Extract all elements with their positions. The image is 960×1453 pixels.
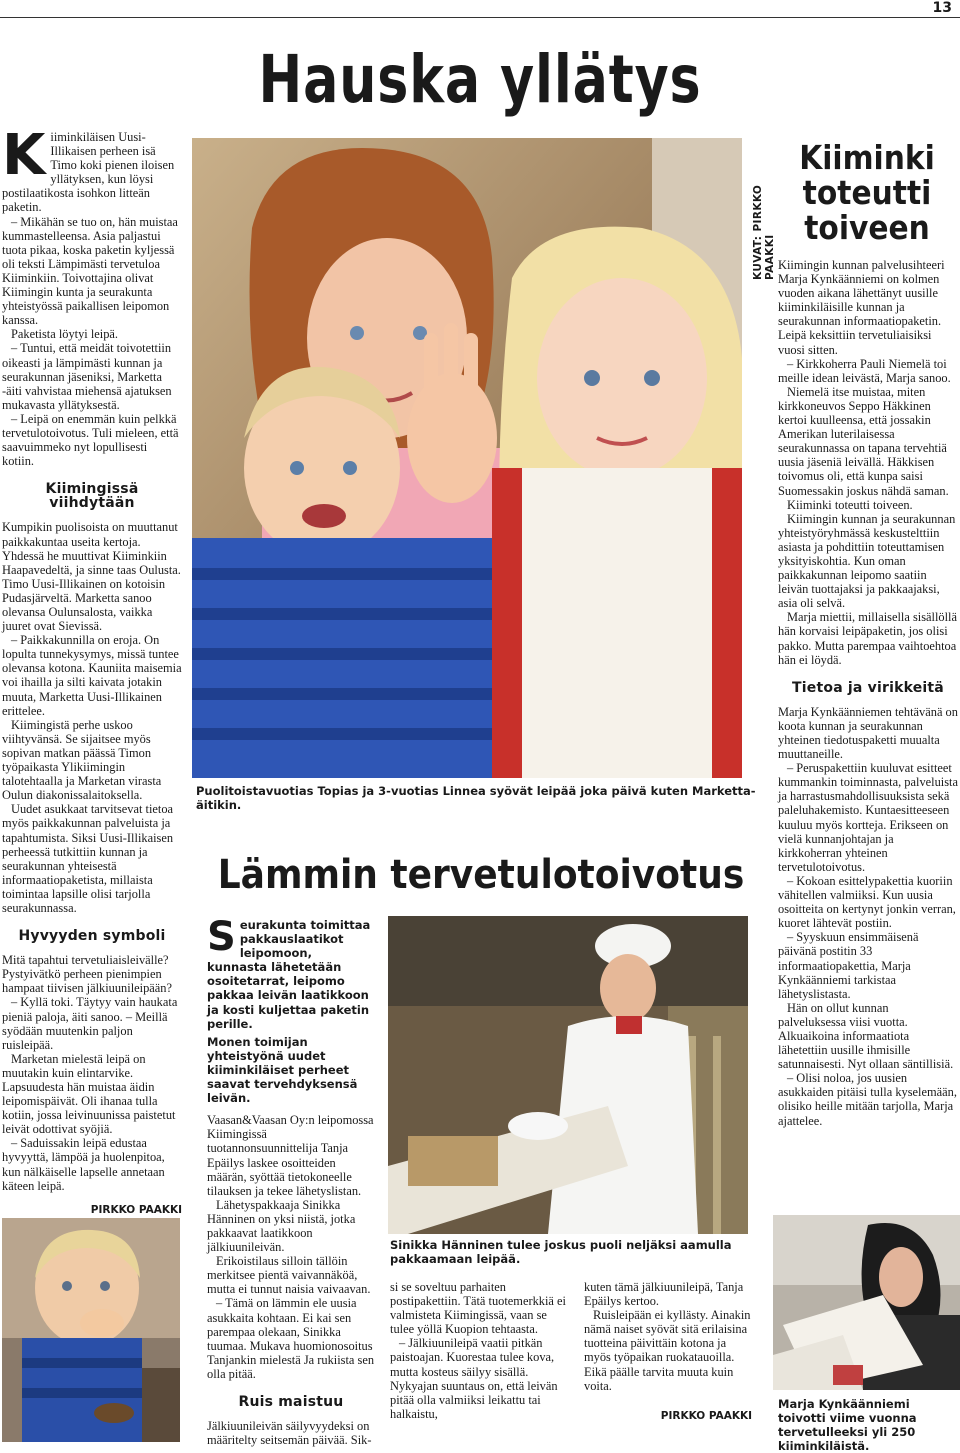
photo-credit: KUVAT: PIRKKO PAAKKI xyxy=(752,184,776,280)
headline: Hauska yllätys xyxy=(258,41,702,118)
right-column xyxy=(778,258,958,1128)
paragraph: – Jälkiuunileipä vaatii pitkän paistoajan. Kuorestaa tulee kova, mutta kosteus säilyy sisällä. Nykyajan suuntaus on, että leivän pitää olla valmiiksi leikattu tai halkaistu, xyxy=(390,1336,558,1421)
intro-text: iiminkiläisen Uusi-Illikaisen perheen isä Timo koki pienen iloisen yllätyksen, kun löysi postilaatikosta isohkon litteän paketin. xyxy=(2,130,175,215)
lower-column-1 xyxy=(207,914,375,1448)
paragraph: – Paikkakunnilla on eroja. On lopulta tunnekysymys, missä tuntee olevansa kotona. Kauniita maisemia voi ihailla ja silti kaivata jotakin muuta, Marketta Uusi-Illikainen erittelee. xyxy=(2,633,182,718)
paragraph: Niemelä itse muistaa, miten kirkkoneuvos Seppo Häkkinen kertoi kuulleensa, että jossakin Amerikan luterilaisessa seurakunnassa on tapana tervehtiä uusia jäseniä leivällä. Häkkisen toivomus oli, että kunpa saisi Suomessakin joskus nähdä saman. xyxy=(778,384,949,498)
drop-cap: S xyxy=(207,914,236,960)
header-rule xyxy=(0,17,960,18)
paragraph: Lähetyspakkaaja Sinikka Hänninen on yksi niistä, jotka pakkaavat laatikkoon jälkiuunileivän. xyxy=(207,1197,356,1255)
lower-column-3 xyxy=(584,1280,752,1423)
byline: PIRKKO PAAKKI xyxy=(660,1409,752,1422)
paragraph: Ruisleipään ei kyllästy. Ainakin nämä naiset syövät sitä erilaisina tuotteina päivittäin kotona ja myös työpaikan ruokatauoilla. Eikä päälle tarvita muuta kuin voita. xyxy=(584,1308,751,1393)
toddler-photo xyxy=(2,1218,180,1442)
subheading: Ruis maistuu xyxy=(238,1394,344,1410)
paragraph: – Kirkkoherra Pauli Niemelä toi meille idean leivästä, Marja sanoo. xyxy=(778,356,951,385)
paragraph: – Mikähän se tuo on, hän muistaa kummastelleensa. Asia paljastui tuota pikaa, koska paketin kyljessä oli teksti Lämpimästi tervetuloa Kiiminkiin. Toivottajina olivat Kiimingin kunta ja seurakunta yhteistyössä paikallisen leipomon kanssa. xyxy=(2,214,178,328)
marja-photo-caption: Marja Kynkäänniemi toivotti viime vuonna tervetulleeksi yli 250 kiiminkiläistä. xyxy=(778,1397,917,1453)
page-number: 13 xyxy=(932,0,952,16)
paragraph: kuten tämä jälkiuunileipä, Tanja Epäilys kertoo. xyxy=(584,1280,744,1309)
paragraph: – Kyllä toki. Täytyy vain haukata pieniä paloja, äiti sanoo. – Meillä syödään muutenkin paljon ruisleipää. xyxy=(2,995,178,1052)
paragraph: Kiiminki toteutti toiveen. xyxy=(787,497,913,512)
paragraph: Vaasan&Vaasan Oy:n leipomossa Kiimingissä tuotannonsuunnittelija Tanja Epäilys laskee osoitteiden määrän, syöttää tietokoneelle tilauksen ja tekee lähetyslistan. xyxy=(207,1113,374,1198)
paragraph: Kiimingin kunnan palvelusihteeri Marja Kynkäänniemi on kolmen vuoden aikana lähettänyt uusille kiiminkiläisille kunnan ja seurakunnan informaatiopaketin. Leipä keksittiin tervetuliaisiksi vuosi sitten. xyxy=(778,258,945,357)
paragraph: – Peruspakettiin kuuluvat esitteet kummankin toiminnasta, palveluista ja harrastusmahdollisuuksista sekä paleluhakemisto. Kuntaesitteeseen kuuluu myös kortteja. Erikseen on vielä kunnanjohtajan ja kirkkoherran yhteinen tervetulotoivotus. xyxy=(778,761,958,874)
byline: PIRKKO PAAKKI xyxy=(90,1203,182,1216)
paragraph: – Olisi noloa, jos uusien asukkaiden pitäisi tulla kyselemään, olisiko heille mitään tarjolla, Marja ajattelee. xyxy=(778,1071,957,1128)
paragraph: Marketan mielestä leipä on muutakin kuin elintarvike. Lapsuudesta hän muistaa äidin leipomispäivät. Oli ihanaa tulla kotiin, jossa leivinuunissa paistetut leivät odottivat syöjiä. xyxy=(2,1051,176,1137)
paragraph: – Tämä on lämmin ele uusia asukkaita kohtaan. Ei kai sen parempaa olekaan, Sinikka tuumaa. Mukava huomionosoitus Tanjankin mielestä Ja rukiista sen olla pitää. xyxy=(207,1296,375,1381)
paragraph: Kumpikin puolisoista on muuttanut paikkakuntaa useita kertoja. Yhdessä he muuttivat Kiiminkiin Haapavedeltä, ja sinne taas Oulusta. Timo Uusi-Illikainen on kotoisin Pudasjärveltä. Marketta sanoo olevansa Oulunsalosta, vaikka juuret ovat Sievissä. xyxy=(2,520,181,634)
paragraph: Marja Kynkäänniemen tehtävänä on koota kunnan ja seurakunnan yhteinen tiedotuspaketti muualta muuttaneille. xyxy=(778,704,958,762)
lower-column-2 xyxy=(390,1280,568,1421)
paragraph: Paketista löytyi leipä. xyxy=(11,327,119,342)
lower-headline: Lämmin tervetulotoivotus xyxy=(217,852,745,898)
bakery-photo xyxy=(388,916,748,1234)
marja-photo xyxy=(773,1215,960,1390)
paragraph: si se soveltuu parhaiten postipakettiin. Tätä tuotemerkkiä ei valmisteta Kiimingissä, vaan se tulee yöllä Kuopion tehtaasta. xyxy=(390,1280,566,1337)
paragraph: Jälkiuunileivän säilyvyydeksi on määritelty seitsemän päivää. Sik- xyxy=(207,1419,372,1448)
paragraph: – Tuntui, että meidät toivotettiin oikeasti ja lämpimästi kunnan ja seurakunnan jäseniksi, Marketta -äiti vahvistaa miehensä ajatuksen mukavasta yllätyksestä. xyxy=(2,341,172,412)
paragraph: – Saduissakin leipä edustaa hyvyyttä, lämpöä ja huolenpitoa, kun nälkäiselle lapselle annetaan käteen leipä. xyxy=(2,1136,165,1193)
lead-text: eurakunta toimittaa pakkauslaatikot leipomoon, kunnasta lähetetään osoitetarrat, leipomo pakkaa leivän laatikkoon ja kosti kuljettaa paketin perille. xyxy=(207,918,371,1031)
paragraph: Mitä tapahtui tervetuliaisleivälle? Pystyivätkö perheen pienimpien hampaat tiivisen jälkiuunileipään? xyxy=(2,953,172,996)
paragraph: – Kokoan esittelypakettia kuoriin vähitellen valmiiksi. Kun uusia osoitteita on kertynyt jonkin verran, kuoret lähtevät postiin. xyxy=(778,873,956,931)
drop-cap: K xyxy=(2,123,46,188)
paragraph: Marja miettii, millaisella sisällöllä hän korvaisi leipäpaketin, jos olisi pakko. Mutta parempaa vaihtoehtoa hän ei löydä. xyxy=(778,610,957,667)
paragraph: Kiimingin kunnan ja seurakunnan yhteistyöryhmässä keskustelttiin asiasta ja pohdittiin toteuttamisen yksityiskohtia. Kun oman paikkakunnan leipomo saatiin leivän tuottajaksi ja pakkaajaksi, asia oli selvä. xyxy=(778,511,956,611)
paragraph: – Leipä on enemmän kuin pelkkä tervetulotoivotus. Tuli mieleen, että saavuimmeko nyt lopullisesti kotiin. xyxy=(2,411,179,469)
bakery-photo-caption: Sinikka Hänninen tulee joskus puoli neljäksi aamulla pakkaamaan leipää. xyxy=(390,1238,732,1266)
subheading: Hyvyyden symboli xyxy=(18,928,166,945)
subheading: Tietoa ja virikkeitä xyxy=(792,679,944,696)
right-headline: Kiiminki toteutti toiveen xyxy=(799,138,935,247)
lead-text-2: Monen toimijan yhteistyönä uudet kiiminkiläiset perheet saavat tervehdyksensä leivän. xyxy=(207,1034,358,1106)
main-photo-caption: Puolitoistavuotias Topias ja 3-vuotias Linnea syövät leipää joka päivä kuten Marketta-äitikin. xyxy=(196,784,756,812)
left-column xyxy=(2,123,182,1217)
main-photo xyxy=(192,138,742,778)
paragraph: – Syyskuun ensimmäisenä päivänä postitin 33 informaatiopakettia, Marja Kynkäänniemi tarkistaa lähetyslistasta. xyxy=(778,930,919,1001)
subheading: Kiimingissä viihdytään xyxy=(45,481,139,512)
paragraph: Uudet asukkaat tarvitsevat tietoa myös paikkakunnan palveluista ja tapahtumista. Siksi Uusi-Illikaisen perheessä tutkittiin kunnan ja seurakunnan yhteisestä informaatiopaketista, millaista toimintaa lapsille olisi tarjolla seurakunnassa. xyxy=(2,802,174,915)
paragraph: Erikoistilaus silloin tällöin merkitsee pientä vaivannäköä, mutta ei tunnut naisia vaivaavan. xyxy=(207,1254,371,1297)
paragraph: Hän on ollut kunnan palveluksessa viisi vuotta. Alkuaikoina informaatiota lähetettiin uusille ihmisille satunnaisesti. Nyt ollaan säntillisiä. xyxy=(778,1000,954,1072)
paragraph: Kiimingistä perhe uskoo viihtyvänsä. Se sijaitsee myös sopivan matkan päässä Timon työpaikasta Ylikiimingin talotehtaalla ja Marketan virasta Oulun diakonissalaitoksella. xyxy=(2,717,162,803)
